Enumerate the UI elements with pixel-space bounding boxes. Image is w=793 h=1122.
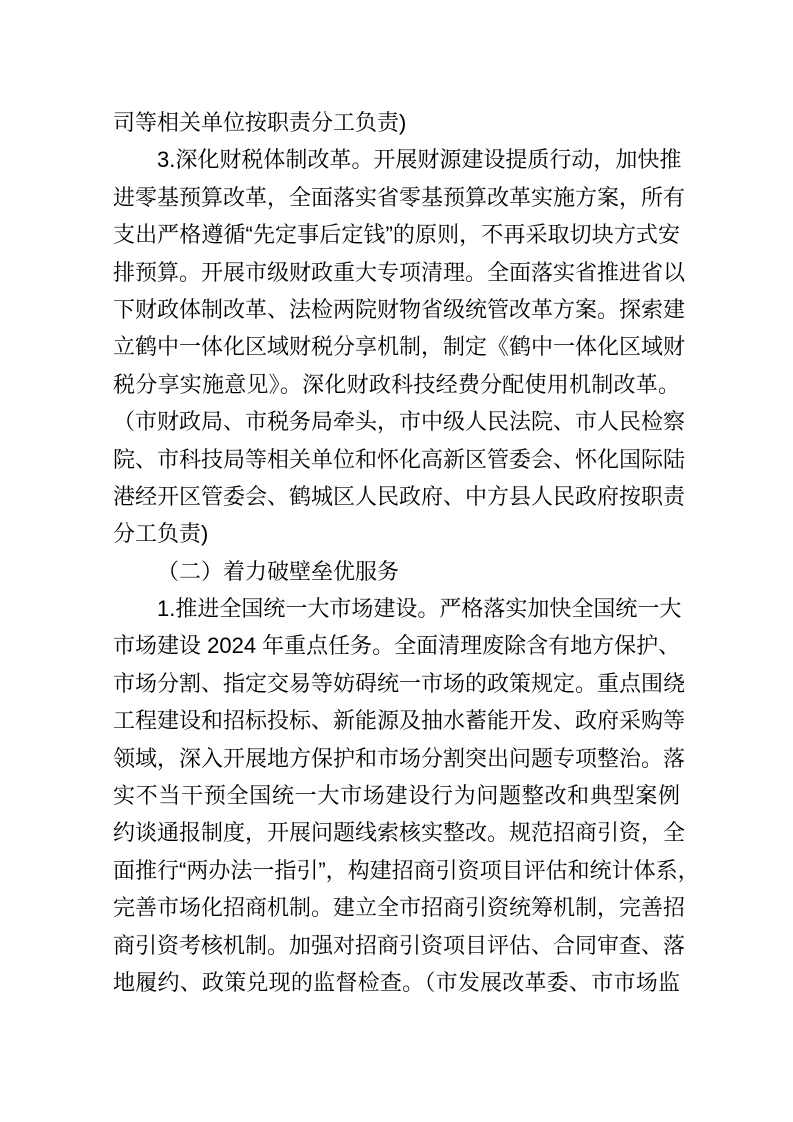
body-text-line: 院、市科技局等相关单位和怀化高新区管委会、怀化国际陆 [113, 446, 686, 472]
body-text-line: 完善市场化招商机制。建立全市招商引资统筹机制，完善招 [113, 895, 686, 921]
body-text-line: （市财政局、市税务局牵头，市中级人民法院、市人民检察 [113, 409, 686, 435]
body-text-line: 立鹤中一体化区域财税分享机制，制定《鹤中一体化区域财 [113, 334, 686, 360]
body-text-line: 下财政体制改革、法检两院财物省级统管改革方案。探索建 [113, 296, 686, 322]
document-text-block [113, 104, 700, 1001]
body-text-line: 分工负责) [113, 521, 209, 547]
paragraph-start-line: 1.推进全国统一大市场建设。严格落实加快全国统一大 [157, 596, 682, 622]
body-text-line: 领域，深入开展地方保护和市场分割突出问题专项整治。落 [113, 745, 686, 771]
body-text-line: 司等相关单位按职责分工负责) [113, 110, 407, 135]
body-text-line: 税分享实施意见》。深化财政科技经费分配使用机制改革。 [113, 371, 680, 397]
body-text-line: 地履约、政策兑现的监督检查。（市发展改革委、市市场监 [113, 969, 680, 995]
body-text-line: 排预算。开展市级财政重大专项清理。全面落实省推进省以 [113, 259, 686, 285]
body-text-line: 商引资考核机制。加强对招商引资项目评估、合同审查、落 [113, 932, 686, 958]
paragraph-start-line: 3.深化财税体制改革。开展财源建设提质行动，加快推 [157, 147, 682, 173]
body-text-line: 实不当干预全国统一大市场建设行为问题整改和典型案例 [113, 783, 680, 809]
body-text-line: 面推行“两办法一指引”，构建招商引资项目评估和统计体系， [113, 857, 700, 883]
body-text-line: 进零基预算改革，全面落实省零基预算改革实施方案，所有 [113, 184, 686, 210]
body-text-line: 支出严格遵循“先定事后定钱”的原则，不再采取切块方式安 [113, 222, 680, 248]
body-text-line: 港经开区管委会、鹤城区人民政府、中方县人民政府按职责 [113, 483, 686, 509]
body-text-line: 工程建设和招标投标、新能源及抽水蓄能开发、政府采购等 [113, 708, 686, 734]
body-text-line: 市场分割、指定交易等妨碍统一市场的政策规定。重点围绕 [113, 670, 686, 696]
body-text-line: 市场建设 2024 年重点任务。全面清理废除含有地方保护、 [113, 633, 681, 659]
body-text-line: 约谈通报制度，开展问题线索核实整改。规范招商引资，全 [113, 820, 686, 846]
section-heading: （二）着力破壁垒优服务 [157, 558, 400, 584]
